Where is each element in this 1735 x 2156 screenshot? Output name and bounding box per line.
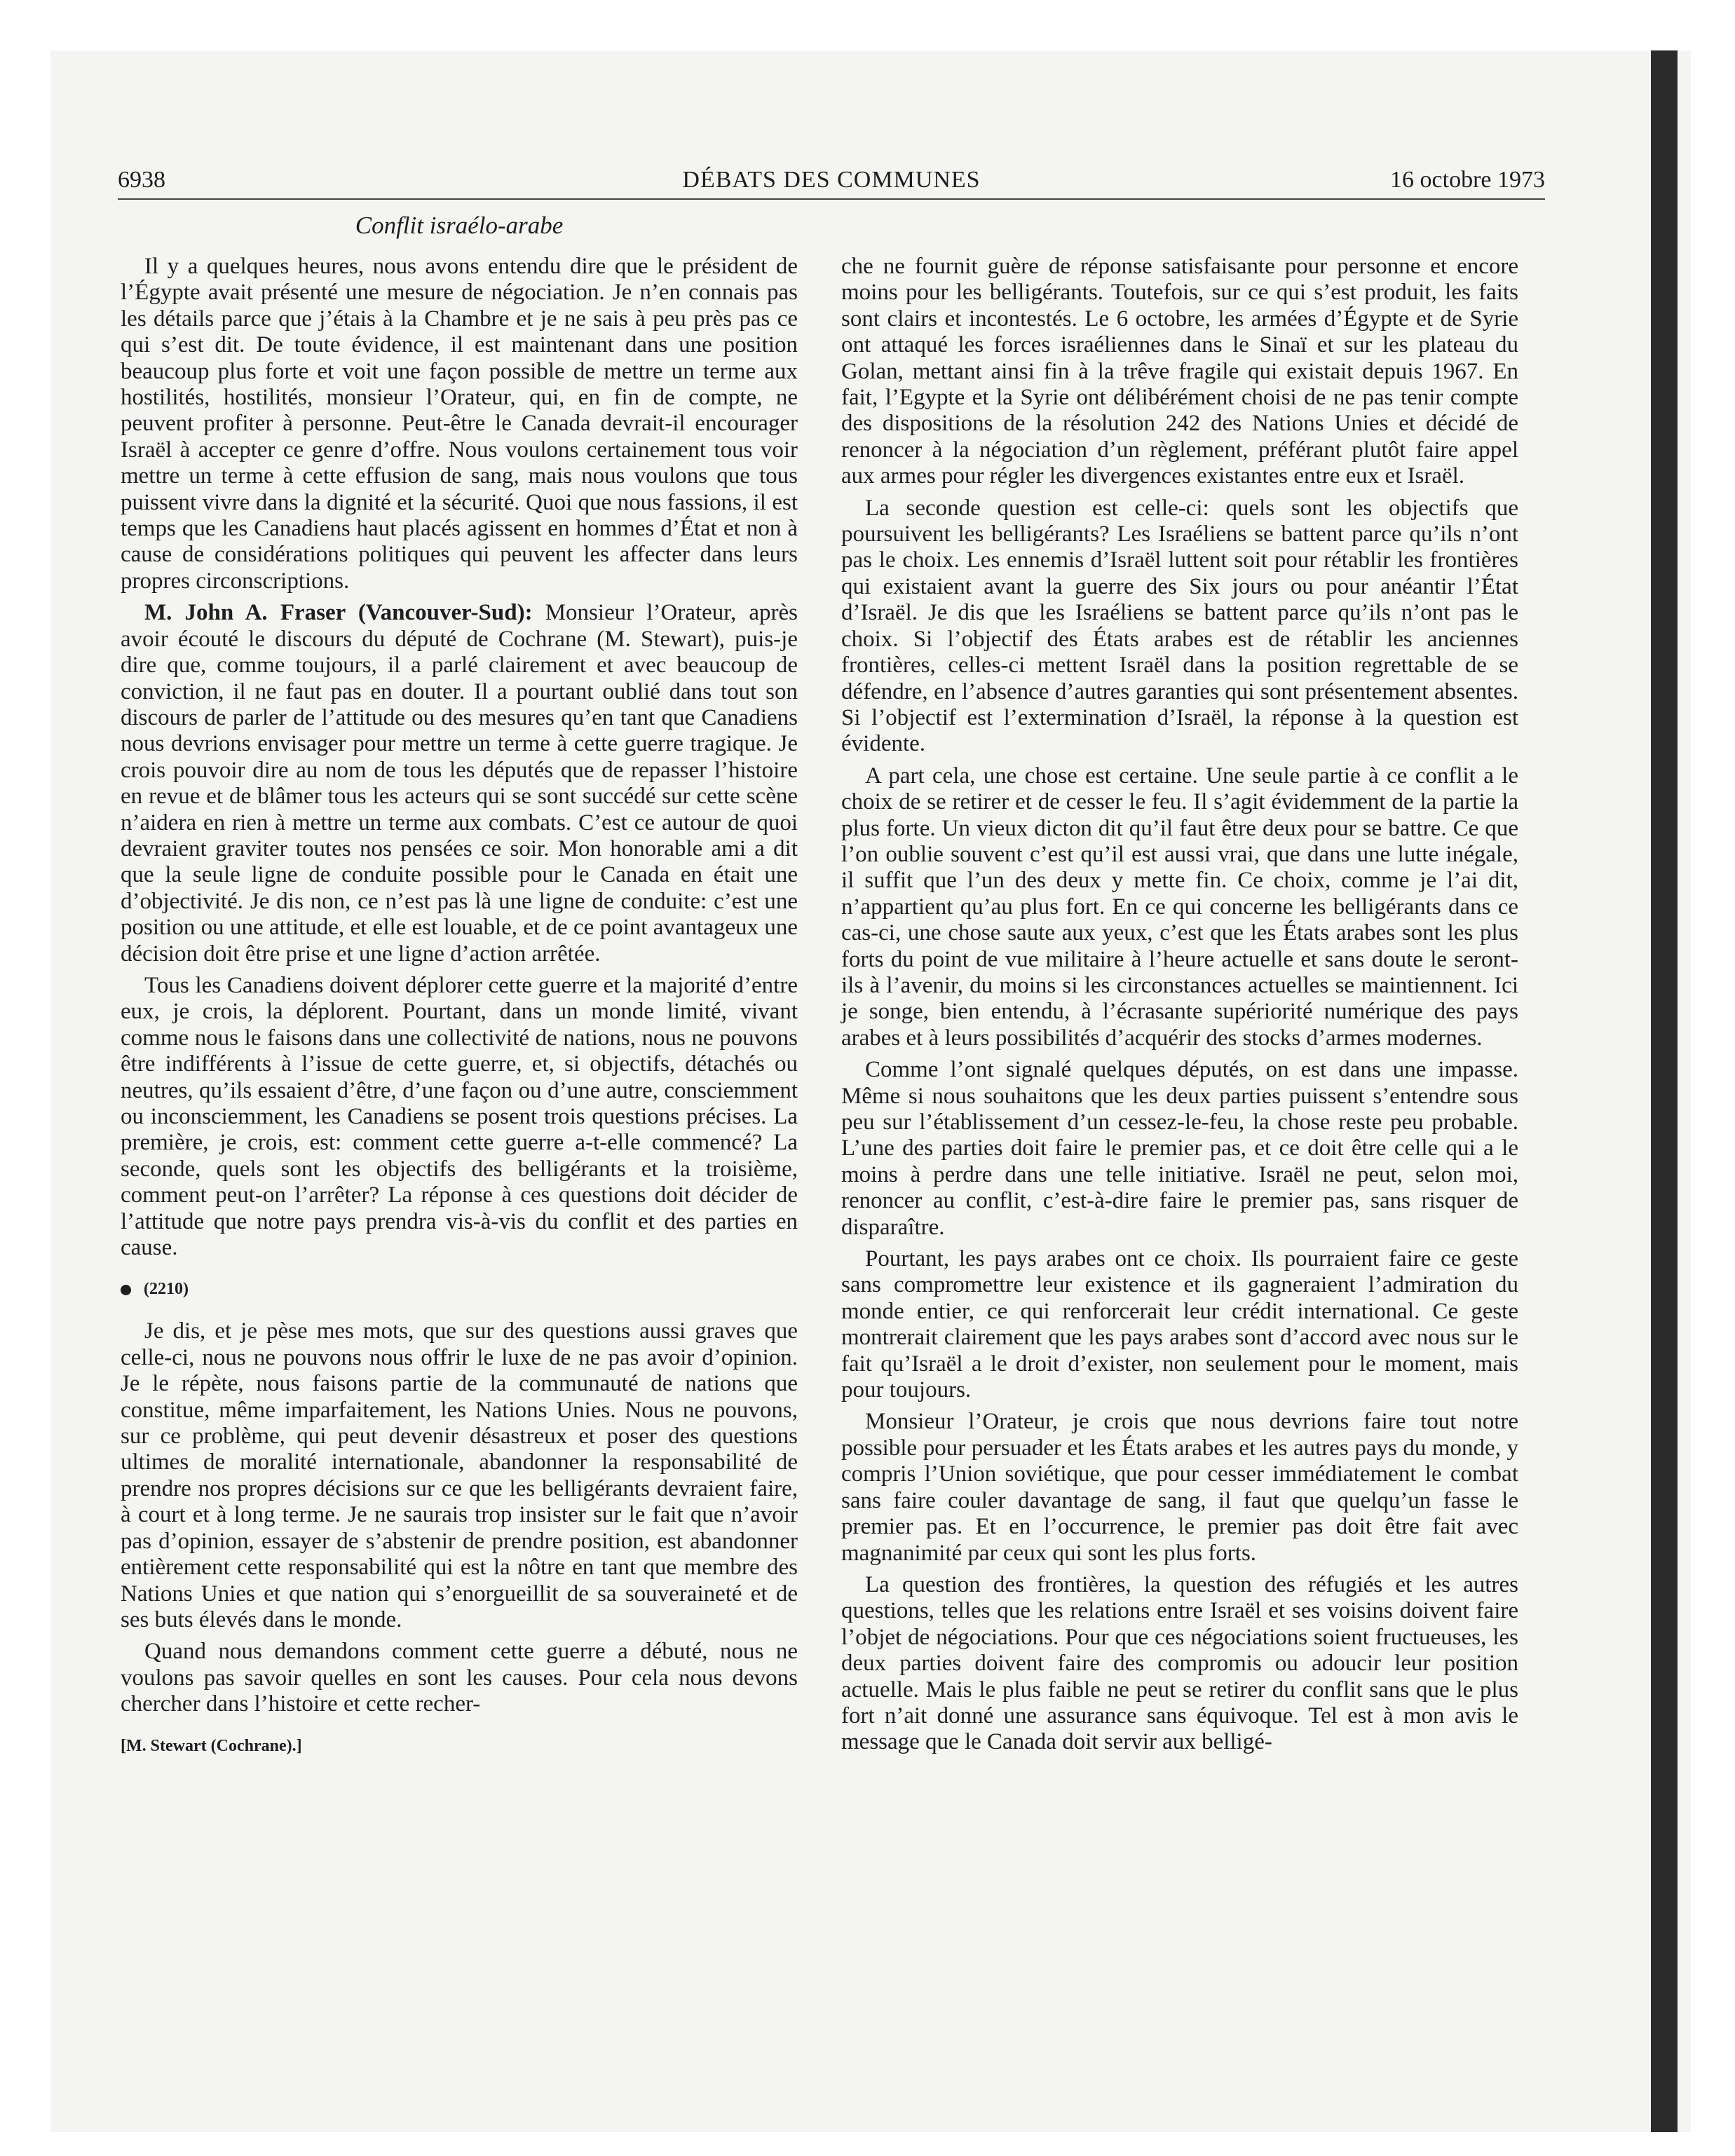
right-column: [841, 254, 1518, 1761]
paragraph: Pourtant, les pays arabes ont ce choix. Ils pourraient faire ce geste sans compromettre leur existence et ils gagneraient l’admiration du monde entier, ce qui renforcerait leur crédit international. Ce geste montrerait clairement que les pays arabes sont d’accord avec nous sur le fait qu’Israël a le droit d’exister, non seulement pour le moment, mais pour toujours.: [841, 1246, 1518, 1403]
paragraph: Quand nous demandons comment cette guerre a débuté, nous ne voulons pas savoir quelles en sont les causes. Pour cela nous devons chercher dans l’histoire et cette recher-: [121, 1639, 798, 1717]
speaker-footnote: [M. Stewart (Cochrane).]: [121, 1736, 302, 1755]
paragraph: Monsieur l’Orateur, je crois que nous devrions faire tout notre possible pour persuader et les États arabes et les autres pays du monde, y compris l’Union soviétique, que pour cesser immédiatement le combat sans faire couler davantage de sang, il faut que quelqu’un fasse le premier pas. Et en l’occurrence, le premier pas doit être fait avec magnanimité par ceux qui sont les plus forts.: [841, 1409, 1518, 1566]
paragraph: Je dis, et je pèse mes mots, que sur des questions aussi graves que celle-ci, nous ne pouvons nous offrir le luxe de ne pas avoir d’opinion. Je le répète, nous faisons partie de la communauté de nations que constitue, même imparfaitement, les Nations Unies. Nous ne pouvons, sur ce problème, qui peut devenir désastreux et poser des questions ultimes de moralité internationale, abandonner la responsabilité de prendre nos propres décisions sur ce que les belligérants devraient faire, à court et à long terme. Je ne saurais trop insister sur le fait que n’avoir pas d’opinion, essayer de s’abstenir de prendre position, est abandonner entièrement cette responsabilité qui est la nôtre en tant que membre des Nations Unies et que nation qui s’enorgueillit de sa souveraineté et de ses buts élevés dans le monde.: [121, 1318, 798, 1632]
section-title: Conflit israélo-arabe: [355, 212, 564, 239]
time-marker-text: (2210): [144, 1280, 189, 1299]
paragraph: Tous les Canadiens doivent déplorer cette guerre et la majorité d’entre eux, je crois, la déplorent. Pourtant, dans un monde limité, vivant comme nous le faisons dans une collectivité de nations, nous ne pouvons être indifférents à l’issue de cette guerre, et, si objectifs, détachés ou neutres, qu’ils essaient d’être, d’une façon ou d’une autre, consciemment ou inconsciemment, les Canadiens se posent trois questions précises. La première, je crois, est: comment cette guerre a-t-elle commencé? La seconde, quels sont les objectifs des belligérants et la troisième, comment peut-on l’arrêter? La réponse à ces questions doit décider de l’attitude que notre pays prendra vis-à-vis du conflit et des parties en cause.: [121, 972, 798, 1261]
speech-text: Monsieur l’Orateur, après avoir écouté le discours du député de Cochrane (M. Stewart), puis-je dire que, comme toujours, il a parlé clairement et avec beaucoup de conviction, il ne faut pas en douter. Il a pourtant oublié dans tout son discours de parler de l’attitude ou des mesures qu’en tant que Canadiens nous devrions envisager pour mettre un terme à cette guerre tragique. Je crois pouvoir dire au nom de tous les députés que de repasser l’histoire en revue et de blâmer tous les acteurs qui se sont succédé sur cette scène n’aidera en rien à mettre un terme aux combats. C’est ce autour de quoi devraient graviter toutes nos pensées ce soir. Mon honorable ami a dit que la seule ligne de conduite possible pour le Canada en était une d’objectivité. Je dis non, ce n’est pas là une ligne de conduite: c’est une position ou une attitude, et elle est louable, et de ce point avantageux une décision doit être prise et une ligne d’action arrêtée.: [121, 600, 798, 967]
time-marker: [121, 1275, 798, 1303]
paragraph: A part cela, une chose est certaine. Une seule partie à ce conflit a le choix de se retirer et de cesser le feu. Il s’agit évidemment de la partie la plus forte. Un vieux dicton dit qu’il faut être deux pour se battre. Ce que l’on oublie souvent c’est qu’il est aussi vrai, que dans une lutte inégale, il suffit que l’un des deux y mette fin. Ce choix, comme je l’ai dit, n’appartient qu’au plus fort. En ce qui concerne les belligérants dans ce cas-ci, une chose saute aux yeux, c’est que les États arabes sont les plus forts du point de vue militaire à l’heure actuelle et sans doute le seront-ils à l’avenir, du moins si les circonstances actuelles se maintiennent. Ici je songe, bien entendu, à l’écrasante supériorité numérique des pays arabes et à leurs possibilités d’acquérir des stocks d’armes modernes.: [841, 763, 1518, 1051]
paragraph: Comme l’ont signalé quelques députés, on est dans une impasse. Même si nous souhaitons que les deux parties puissent s’entendre sous peu sur l’établissement d’un cessez-le-feu, la chose reste peu probable. L’une des parties doit faire le premier pas, et ce doit être celle qui a le moins à perdre dans une telle initiative. Israël ne peut, selon moi, renoncer au conflit, c’est-à-dire faire le premier pas, sans risquer de disparaître.: [841, 1057, 1518, 1240]
scan-edge-shadow: [1651, 50, 1678, 2132]
publication-date: 16 octobre 1973: [1390, 167, 1545, 193]
bullet-icon: [121, 1285, 131, 1295]
paragraph: Il y a quelques heures, nous avons entendu dire que le président de l’Égypte avait présenté une mesure de négociation. Je n’en connais pas les détails parce que j’étais à la Chambre et je ne sais à peu près pas ce qui s’est dit. De toute évidence, il est maintenant dans une position beaucoup plus forte et voit une façon possible de mettre un terme aux hostilités, hostilités, monsieur l’Orateur, qui, en fin de compte, ne peuvent profiter à personne. Peut-être le Canada devrait-il encourager Israël à accepter ce genre d’offre. Nous voulons certainement tous voir mettre un terme à cette effusion de sang, mais nous voulons que tous puissent vivre dans la dignité et la sécurité. Quoi que nous fassions, il est temps que les Canadiens haut placés agissent en hommes d’État et non à cause de considérations politiques qui peuvent les affecter dans leurs propres circonscriptions.: [121, 254, 798, 594]
left-column: [121, 210, 798, 1759]
paragraph-continued: che ne fournit guère de réponse satisfaisante pour personne et encore moins pour les belligérants. Toutefois, sur ce qui s’est produit, les faits sont clairs et incontestés. Le 6 octobre, les armées d’Égypte et de Syrie ont attaqué les forces israéliennes dans le Sinaï et sur les plateau du Golan, mettant ainsi fin à la trêve fragile qui existait depuis 1967. En fait, l’Egypte et la Syrie ont délibérément choisi de ne pas tenir compte des dispositions de la résolution 242 des Nations Unies et décidé de renoncer à la négociation d’un règlement, préférant plutôt faire appel aux armes pour régler les divergences existantes entre eux et Israël.: [841, 254, 1518, 489]
page-number: 6938: [118, 167, 165, 193]
paragraph: La question des frontières, la question des réfugiés et les autres questions, telles que les relations entre Israël et ses voisins doivent faire l’objet de négociations. Pour que ces négociations soient fructueuses, les deux parties doivent faire des compromis ou adoucir leur position actuelle. Mais le plus faible ne peut se retirer du conflit sans que le plus fort n’ait donné une assurance sans équivoque. Tel est à mon avis le message que le Canada doit servir aux belligé-: [841, 1571, 1518, 1755]
page-header: [118, 165, 1545, 200]
paragraph: La seconde question est celle-ci: quels sont les objectifs que poursuivent les belligérants? Les Israéliens se battent parce qu’ils n’ont pas le choix. Les ennemis d’Israël luttent soit pour rétablir les frontières qui existaient avant la guerre des Six jours ou pour anéantir l’État d’Israël. Je dis que les Israéliens se battent parce qu’ils n’ont pas le choix. Si l’objectif des États arabes est de rétablir les anciennes frontières, celles-ci mettent Israël dans la position regrettable de se défendre, en l’absence d’autres garanties qui sont présentement absentes. Si l’objectif est l’extermination d’Israël, la réponse à la question est évidente.: [841, 495, 1518, 757]
speaker-paragraph: [121, 600, 798, 967]
publication-title: DÉBATS DES COMMUNES: [682, 167, 981, 193]
speaker-name: M. John A. Fraser (Vancouver-Sud):: [144, 600, 533, 626]
